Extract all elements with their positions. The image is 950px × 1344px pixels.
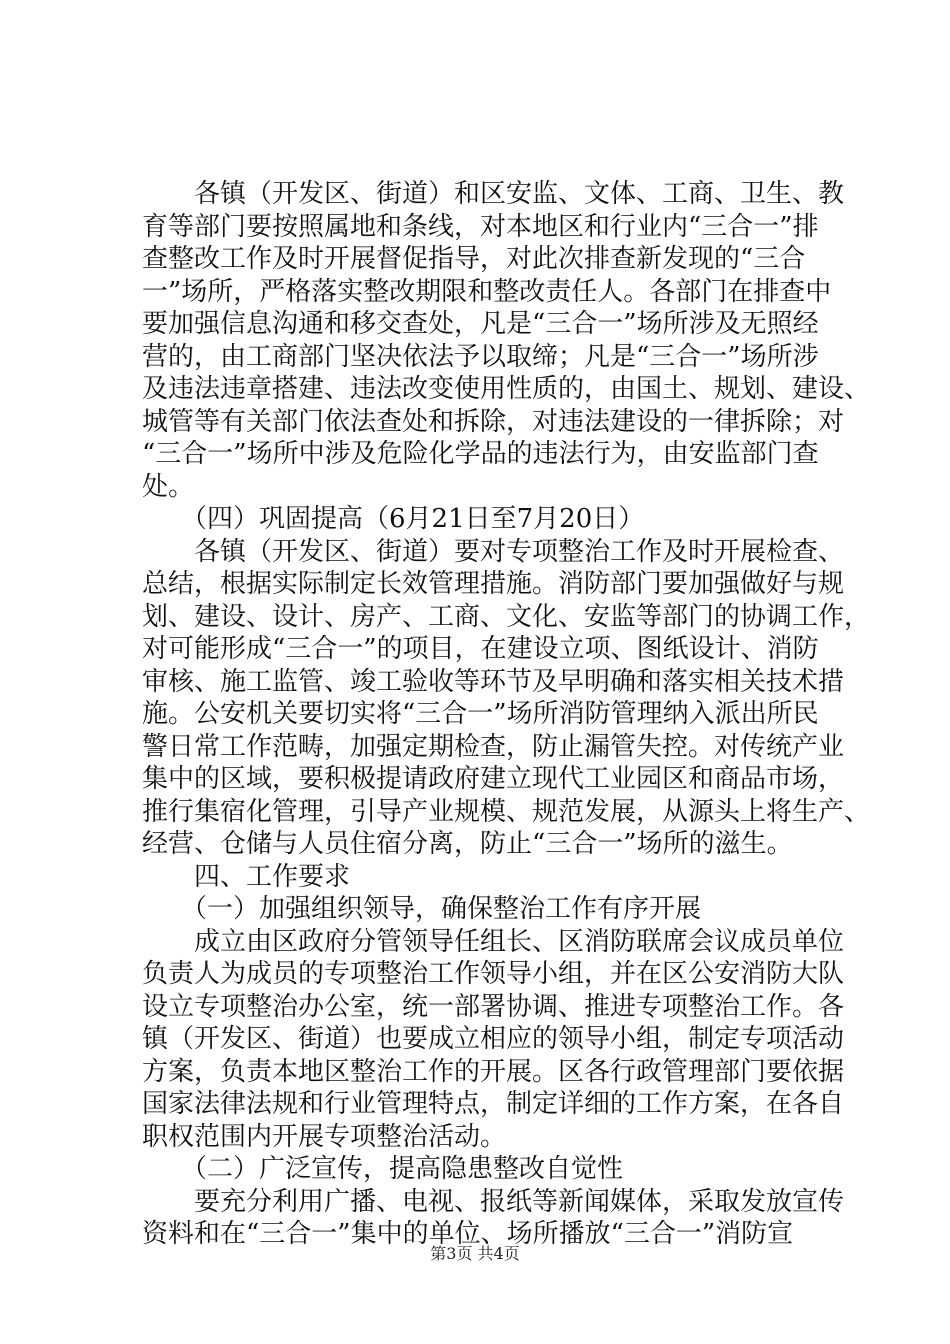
text-line: 经营、仓储与人员住宿分离，防止“三合一”场所的滋生。 xyxy=(142,829,793,859)
text-line: 集中的区域，要积极提请政府建立现代工业园区和商品市场， xyxy=(142,764,845,794)
subsection-heading: （二）广泛宣传，提高隐患整改自觉性 xyxy=(142,1154,624,1184)
text-line: 国家法律法规和行业管理特点，制定详细的工作方案，在各自 xyxy=(142,1089,845,1119)
text-line: 推行集宿化管理，引导产业规模、规范发展，从源头上将生产、 xyxy=(142,797,871,827)
text-line: 总结，根据实际制定长效管理措施。消防部门要加强做好与规 xyxy=(142,569,845,599)
text-line: 负责人为成员的专项整治工作领导小组，并在区公安消防大队 xyxy=(142,959,845,989)
section-heading: 四、工作要求 xyxy=(142,862,351,892)
text-line: 设立专项整治办公室，统一部署协调、推进专项整治工作。各 xyxy=(142,992,845,1022)
text-line: 审核、施工监管、竣工验收等环节及早明确和落实相关技术措 xyxy=(142,667,845,697)
text-line: 警日常工作范畴，加强定期检查，防止漏管失控。对传统产业 xyxy=(142,732,845,762)
text-line: 镇（开发区、街道）也要成立相应的领导小组，制定专项活动 xyxy=(142,1024,845,1054)
text-line: 划、建设、设计、房产、工商、文化、安监等部门的协调工作， xyxy=(142,602,871,632)
text-line: 一”场所，严格落实整改期限和整改责任人。各部门在排查中 xyxy=(142,277,832,307)
subsection-heading: （一）加强组织领导，确保整治工作有序开展 xyxy=(142,894,702,924)
text-line: 各镇（开发区、街道）和区安监、文体、工商、卫生、教 xyxy=(142,179,845,209)
text-line: 要充分利用广播、电视、报纸等新闻媒体，采取发放宣传 xyxy=(142,1187,845,1217)
text-line: 各镇（开发区、街道）要对专项整治工作及时开展检查、 xyxy=(142,537,845,567)
text-line: 资料和在“三合一”集中的单位、场所播放“三合一”消防宣 xyxy=(142,1219,794,1249)
text-line: “三合一”场所中涉及危险化学品的违法行为，由安监部门查 xyxy=(142,439,819,469)
section-heading: （四）巩固提高（6月21日至7月20日） xyxy=(142,504,645,534)
text-line: 职权范围内开展专项整治活动。 xyxy=(142,1122,507,1152)
text-line: 及违法违章搭建、违法改变使用性质的，由国土、规划、建设、 xyxy=(142,374,871,404)
text-line: 方案，负责本地区整治工作的开展。区各行政管理部门要依据 xyxy=(142,1057,845,1087)
page-number: 第3页 共4页 xyxy=(430,1244,520,1263)
text-line: 查整改工作及时开展督促指导，对此次排查新发现的“三合 xyxy=(142,244,806,274)
text-line: 成立由区政府分管领导任组长、区消防联席会议成员单位 xyxy=(142,927,845,957)
text-line: 处。 xyxy=(142,472,195,502)
text-line: 营的，由工商部门坚决依法予以取缔；凡是“三合一”场所涉 xyxy=(142,342,819,372)
text-line: 育等部门要按照属地和条线，对本地区和行业内“三合一”排 xyxy=(142,212,819,242)
text-line: 要加强信息沟通和移交查处，凡是“三合一”场所涉及无照经 xyxy=(142,309,819,339)
text-line: 城管等有关部门依法查处和拆除，对违法建设的一律拆除；对 xyxy=(142,407,845,437)
text-line: 施。公安机关要切实将“三合一”场所消防管理纳入派出所民 xyxy=(142,699,819,729)
text-line: 对可能形成“三合一”的项目，在建设立项、图纸设计、消防 xyxy=(142,634,819,664)
